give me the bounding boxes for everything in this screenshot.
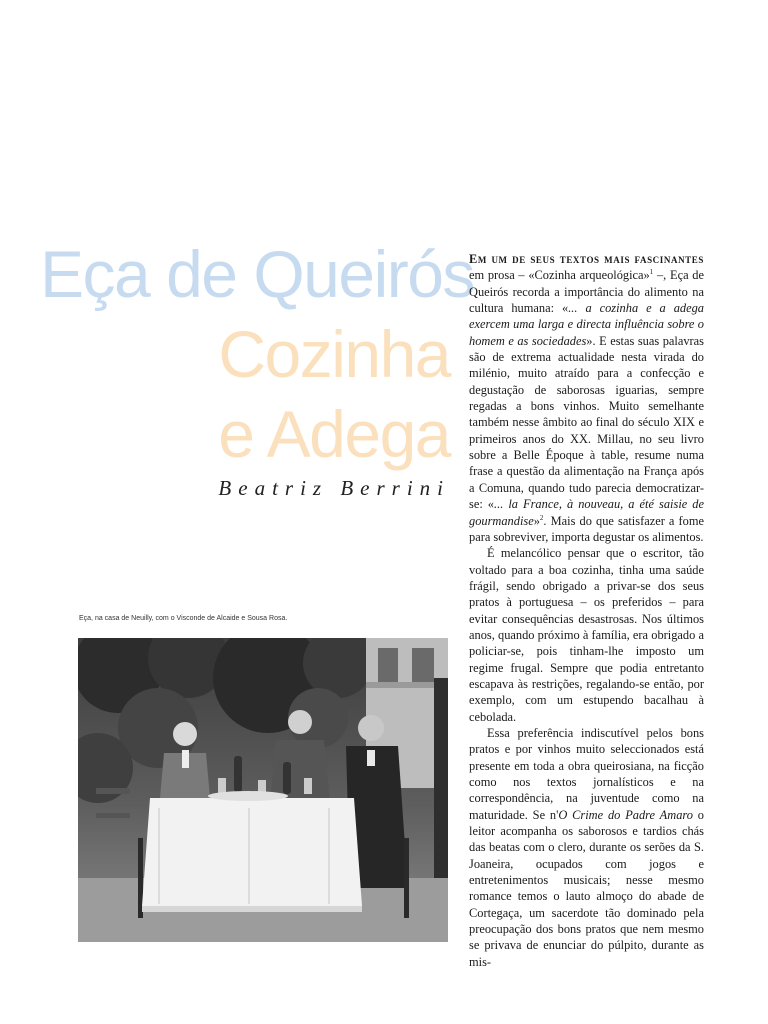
text-segment: o leitor acompanha os saborosos e tardios chás das beatas com o clero, durante os serões da S. Joaneira, ocupados com jogos e entretenimentos musicais; nesse mesmo romance temos o lauto almoço do abade de Cortegaça, um sacerdote tão dominado pela preocupação dos bons pratos que nem mesmo se privava de enunciar do púlpito, durante as mis- xyxy=(469,807,704,969)
title-line-2: Cozinha xyxy=(218,317,450,391)
paragraph-2: É melancólico pensar que o escritor, tão voltado para a boa cozinha, tinha uma saúde frágil, sendo obrigado a privar-se dos seus pratos à portuguesa – os preferidos – para evitar consequências desastrosas. Nos últimos anos, quando próximo à família, era obrigado a policiar-se, pois tinham-lhe imposto um regime frugal. Sempre que podia entretanto escapava às restrições, regalando-se então, por exemplo, com um estupendo bacalhau à cebolada. xyxy=(469,546,704,724)
paragraph-3 xyxy=(469,725,704,970)
footnote-ref: 2 xyxy=(539,513,544,522)
text-segment: –, Eça de Queirós recorda a importância do alimento na cultura humana: « xyxy=(469,268,704,316)
author-name: Beatriz Berrini xyxy=(218,476,450,500)
lead-in: Em um de seus textos mais fascinantes xyxy=(469,252,704,266)
text-segment: em prosa – «Cozinha arqueológica» xyxy=(469,268,650,283)
text-segment: » xyxy=(533,513,540,528)
text-segment: . Mais do que satisfazer a fome para sobreviver, importa degustar os alimentos. xyxy=(469,513,704,544)
footnote-ref: 1 xyxy=(649,268,654,277)
article-title xyxy=(40,234,474,474)
title-line-3: e Adega xyxy=(218,397,450,471)
quote-italic: ... la France, à nouveau, a été saisie de gourmandise xyxy=(469,497,704,528)
article-body xyxy=(469,251,704,970)
text-segment: Essa preferência indiscutível pelos bons pratos e por vinhos muito seleccionados está presente em toda a obra queirosiana, na ficção como nos textos jornalísticos e na correspondência, na juventude como na maturidade. Se n' xyxy=(469,725,704,822)
historical-photo xyxy=(78,638,448,942)
quote-italic: ... a cozinha e a adega exercem uma larga e directa influência sobre o homem e as sociedades xyxy=(469,301,704,348)
book-title: O Crime do Padre Amaro xyxy=(558,807,693,822)
text-segment: ». E estas suas palavras são de extrema actualidade nesta virada do milénio, muito atraído para a confecção e degustação de saborosas iguarias, sempre regadas a bons vinhos. Muito semelhante também nesse âmbito ao final do século XIX e primeiros anos do XX. Millau, no seu livro sobre a Belle Époque à table, resume numa frase a questão da alimentação na França após a Comuna, quando tudo parecia democratizar-se: « xyxy=(469,333,704,512)
photo-caption: Eça, na casa de Neuilly, com o Visconde de Alcaide e Sousa Rosa. xyxy=(79,615,288,622)
paragraph-1 xyxy=(469,251,704,545)
title-line-1: Eça de Queirós xyxy=(40,237,474,311)
